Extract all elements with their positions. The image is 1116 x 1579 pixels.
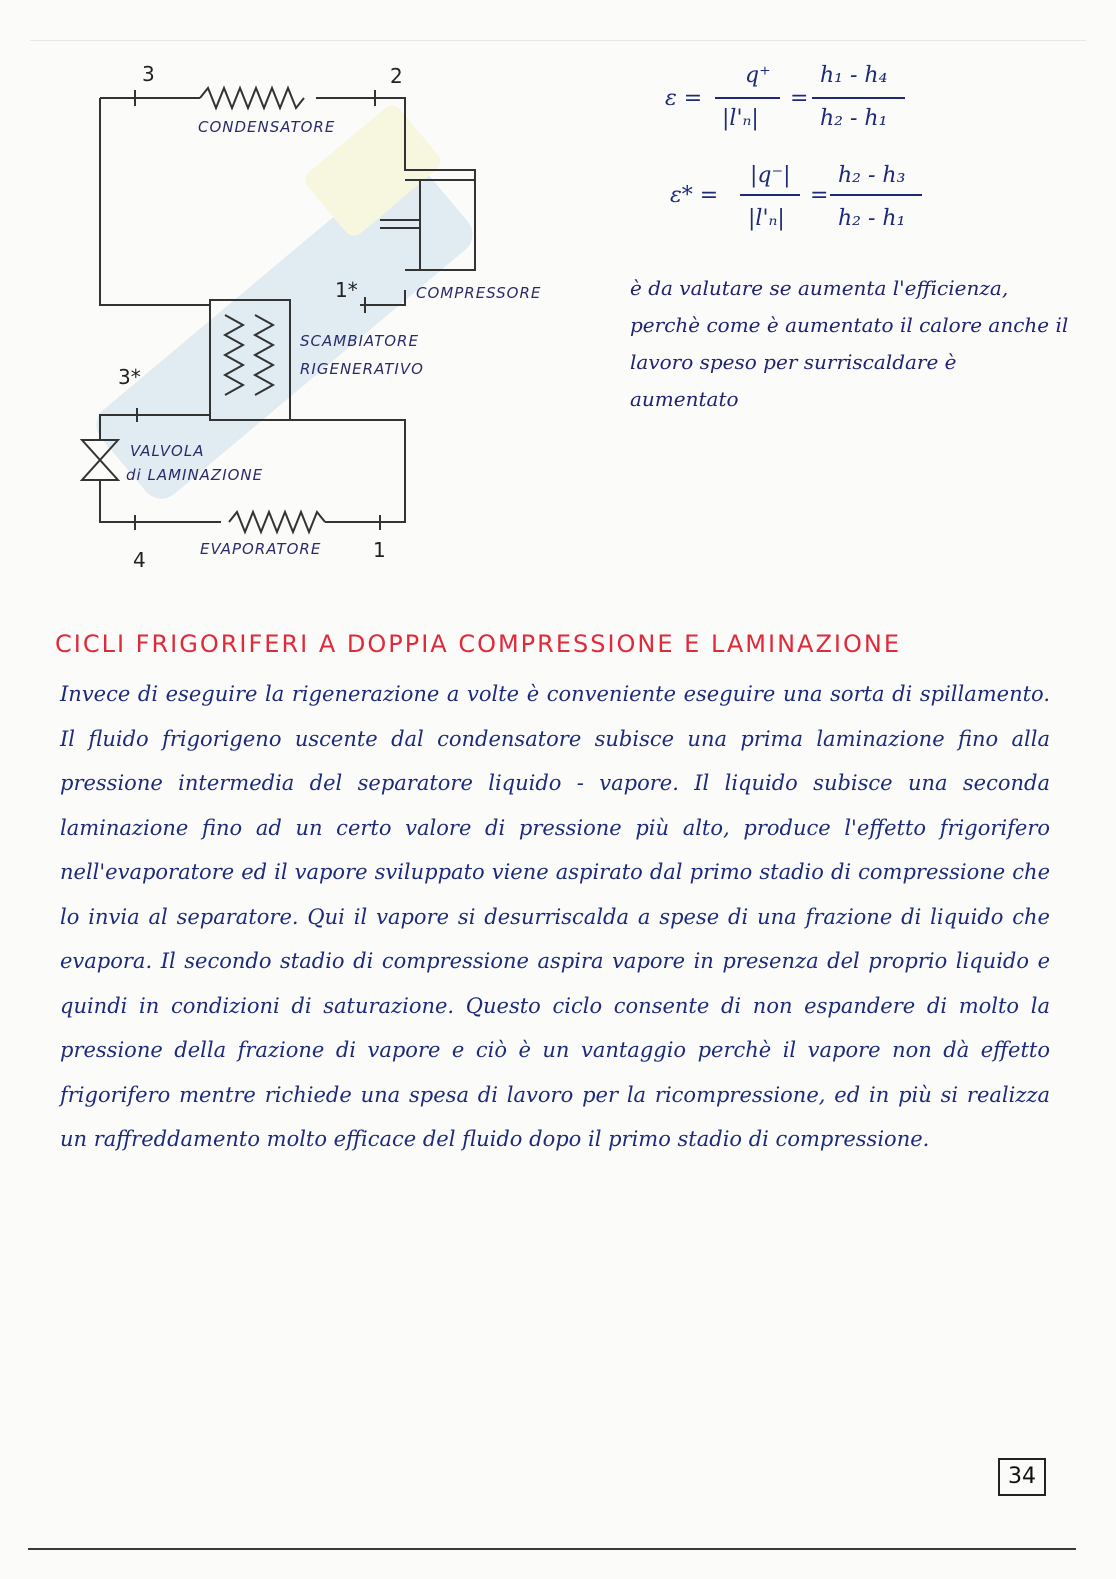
eps-star-rhs-numerator: h₂ - h₃ [838, 163, 906, 188]
evaporatore-label: EVAPORATORE [200, 540, 322, 558]
eps-numerator: q⁺ [745, 63, 771, 88]
circuit-drawing [60, 60, 580, 590]
eps-denominator: |l'ₙ| [722, 106, 759, 131]
eps-star-symbol: ε* = [670, 183, 719, 208]
efficiency-formulas [660, 60, 1080, 260]
point-3-label: 3 [142, 62, 155, 86]
bottom-rule [28, 1548, 1076, 1550]
eps-equals: = [790, 86, 809, 111]
compressore-label: COMPRESSORE [416, 284, 542, 302]
point-1-label: 1 [373, 538, 386, 562]
eps-star-rhs-denominator: h₂ - h₁ [838, 206, 906, 231]
eps-rhs-denominator: h₂ - h₁ [820, 106, 888, 131]
efficiency-note: è da valutare se aumenta l'efficienza, perchè come è aumentato il calore anche il lavoro speso per surriscaldare è aumentato [630, 276, 1069, 411]
formulas-drawing [660, 60, 1080, 260]
page-number: 34 [998, 1458, 1046, 1496]
eps-star-equals: = [810, 183, 829, 208]
valvola-label: VALVOLA [130, 442, 205, 460]
eps-star-numerator: |q⁻| [750, 163, 791, 188]
refrigeration-circuit-diagram [60, 60, 580, 590]
point-2-label: 2 [390, 64, 403, 88]
section-title: CICLI FRIGORIFERI A DOPPIA COMPRESSIONE E LAMINAZIONE [55, 630, 901, 658]
point-4-label: 4 [133, 548, 146, 572]
point-3star-label: 3* [118, 365, 141, 389]
eps-symbol: ε = [665, 86, 703, 111]
eps-star-denominator: |l'ₙ| [748, 206, 785, 231]
top-rule [30, 40, 1086, 41]
condensatore-label: CONDENSATORE [198, 118, 336, 136]
body-paragraph: Invece di eseguire la rigenerazione a volte è conveniente eseguire una sorta di spillamento. Il fluido frigorigeno uscente dal condensatore subisce una prima laminazione fino alla pressione intermedia del separatore liquido - vapore. Il liquido subisce una seconda laminazione fino ad un certo valore di pressione più alto, produce l'effetto frigorifero nell'evaporatore ed il vapore sviluppato viene aspirato dal primo stadio di compressione che lo invia al separatore. Qui il vapore si desurriscalda a spese di una frazione di liquido che evapora. Il secondo stadio di compressione aspira vapore in presenza del proprio liquido e quindi in condizioni di saturazione. Questo ciclo consente di non espandere di molto la pressione della frazione di vapore e ciò è un vantaggio perchè il vapore non dà effetto frigorifero mentre richiede una spesa di lavoro per la ricompressione, ed in più si realizza un raffreddamento molto efficace del fluido dopo il primo stadio di compressione. [60, 682, 1050, 1151]
laminazione-label: di LAMINAZIONE [126, 466, 264, 484]
eps-rhs-numerator: h₁ - h₄ [820, 63, 888, 88]
point-1star-label: 1* [335, 278, 358, 302]
rigenerativo-label: RIGENERATIVO [300, 360, 424, 378]
scambiatore-label: SCAMBIATORE [300, 332, 419, 350]
